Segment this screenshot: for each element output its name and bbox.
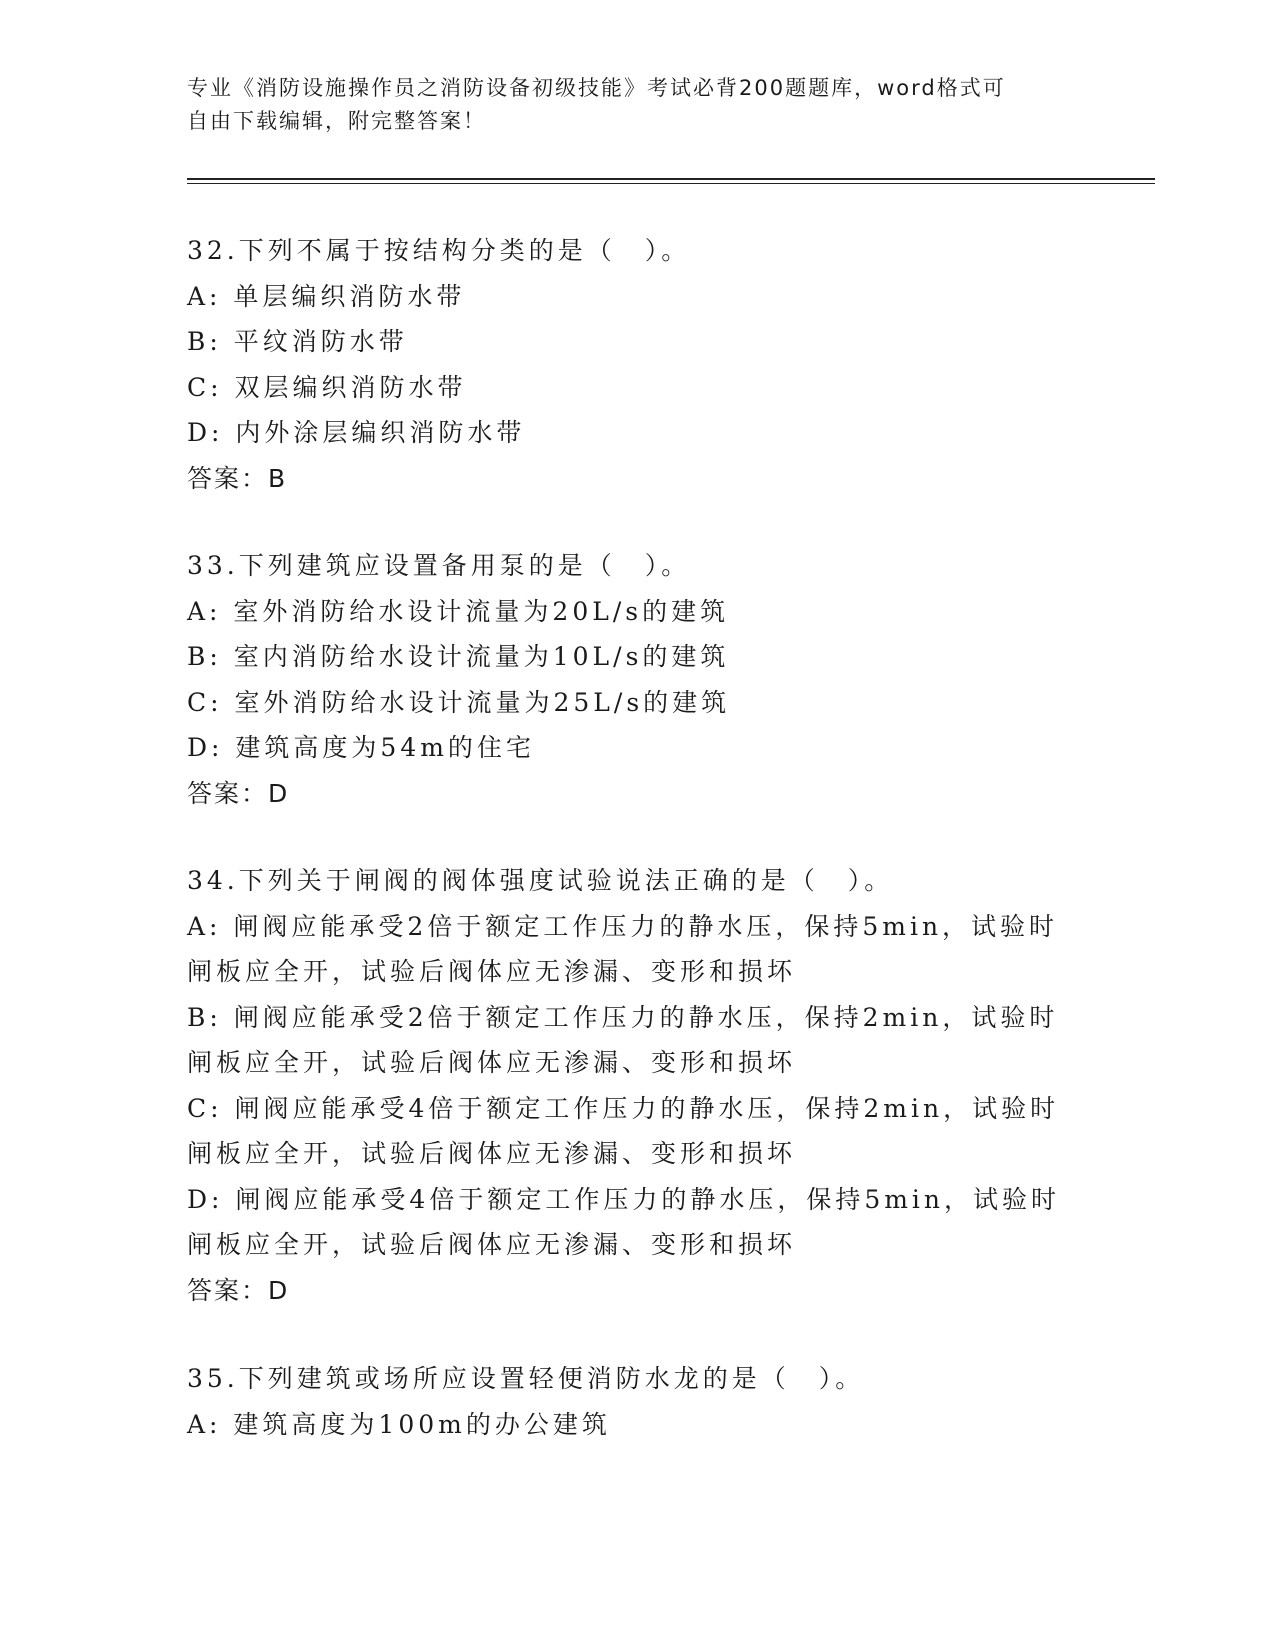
option-b: B: 平纹消防水带 <box>187 327 408 356</box>
header-divider <box>187 178 1155 180</box>
option-a: A: 单层编织消防水带 <box>187 281 466 311</box>
answer: 答案：D <box>187 778 290 808</box>
option-a: A: 室外消防给水设计流量为20L/s的建筑 <box>187 596 730 626</box>
option-c: C: 闸阀应能承受4倍于额定工作压力的静水压，保持2min，试验时闸板应全开，试验后阀体应无渗漏、变形和损坏 <box>187 1093 1060 1168</box>
header-line-2: 自由下载编辑，附完整答案！ <box>187 109 486 133</box>
header-divider-thin <box>187 183 1155 184</box>
option-c: C: 室外消防给水设计流量为25L/s的建筑 <box>187 687 731 717</box>
option-d: D: 建筑高度为54m的住宅 <box>187 733 535 762</box>
option-b: B: 室内消防给水设计流量为10L/s的建筑 <box>187 642 730 671</box>
header-line-1: 专业《消防设施操作员之消防设备初级技能》考试必背200题题库，word格式可 <box>187 76 1006 100</box>
option-a: A: 闸阀应能承受2倍于额定工作压力的静水压，保持5min，试验时闸板应全开，试验后阀体应无渗漏、变形和损坏 <box>187 911 1059 986</box>
question-35 <box>187 1356 1087 1447</box>
option-d: D: 内外涂层编织消防水带 <box>187 418 526 447</box>
question-34 <box>187 858 1087 1313</box>
option-b: B: 闸阀应能承受2倍于额定工作压力的静水压，保持2min，试验时闸板应全开，试验后阀体应无渗漏、变形和损坏 <box>187 1002 1059 1077</box>
question-33 <box>187 543 1087 816</box>
option-c: C: 双层编织消防水带 <box>187 372 467 402</box>
document-header <box>187 72 1087 138</box>
question-stem: 32.下列不属于按结构分类的是（ ）。 <box>187 236 691 265</box>
question-32 <box>187 228 1087 501</box>
question-stem: 34.下列关于闸阀的阀体强度试验说法正确的是（ ）。 <box>187 866 894 895</box>
question-stem: 35.下列建筑或场所应设置轻便消防水龙的是（ ）。 <box>187 1364 865 1393</box>
answer: 答案：D <box>187 1275 290 1305</box>
option-a: A: 建筑高度为100m的办公建筑 <box>187 1409 611 1439</box>
option-d: D: 闸阀应能承受4倍于额定工作压力的静水压，保持5min，试验时闸板应全开，试验后阀体应无渗漏、变形和损坏 <box>187 1184 1061 1259</box>
answer: 答案：B <box>187 463 288 493</box>
question-stem: 33.下列建筑应设置备用泵的是（ ）。 <box>187 551 691 580</box>
